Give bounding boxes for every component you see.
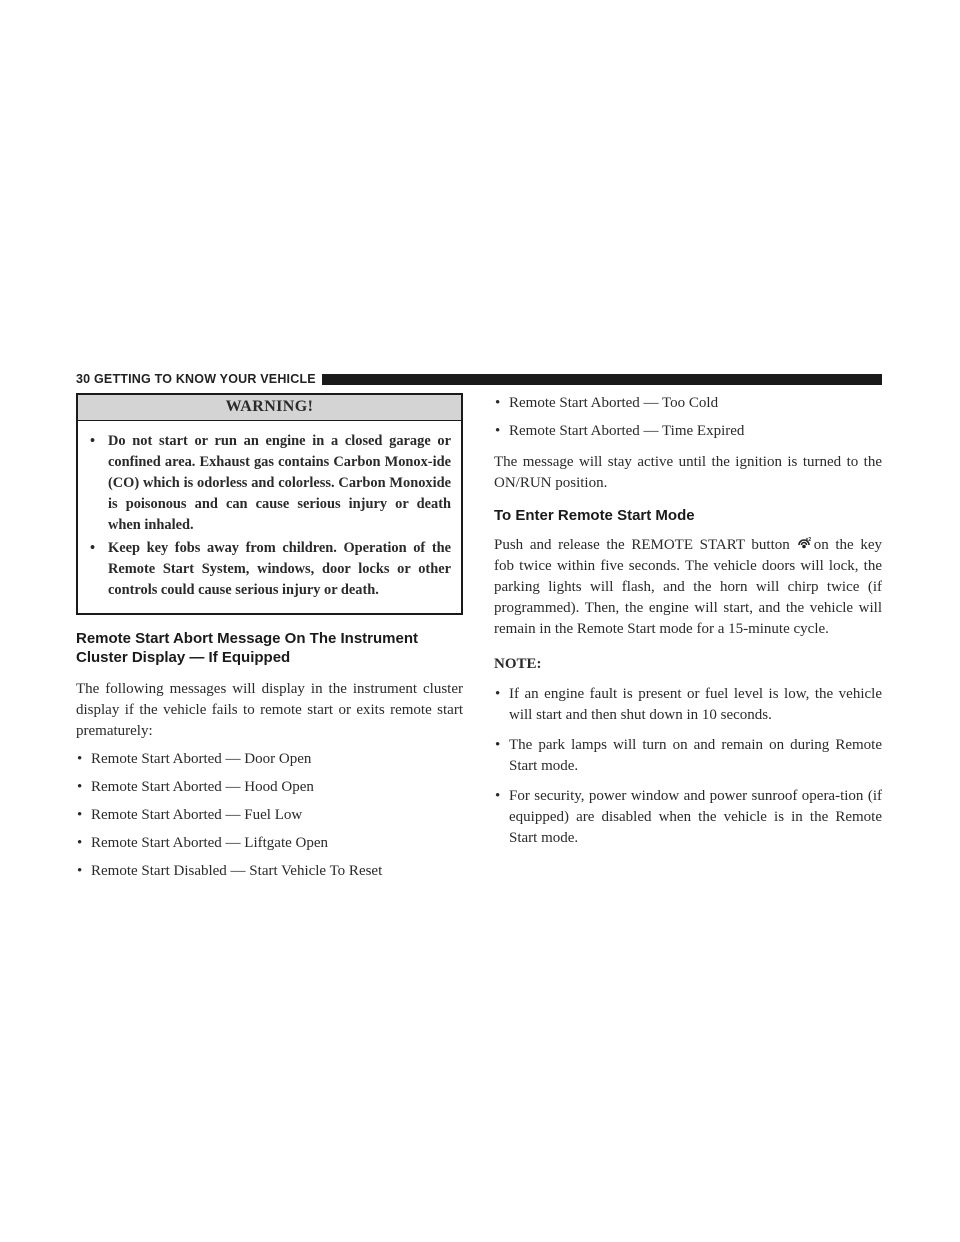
enter-remote-start-heading: To Enter Remote Start Mode bbox=[494, 507, 695, 524]
paragraph-text: Push and release the REMOTE START button bbox=[494, 537, 790, 553]
note-label: NOTE: bbox=[494, 656, 542, 672]
list-item: • Remote Start Aborted — Too Cold bbox=[494, 393, 882, 414]
list-item: • Remote Start Aborted — Liftgate Open bbox=[76, 833, 463, 854]
note-list bbox=[494, 684, 882, 849]
remote-start-icon bbox=[796, 536, 812, 550]
list-item: • For security, power window and power sunroof opera-tion (if equipped) are disabled when the vehicle is in the Remote Start mode. bbox=[494, 786, 882, 849]
list-item: • Remote Start Aborted — Hood Open bbox=[76, 777, 463, 798]
header-text bbox=[76, 372, 322, 386]
page-number: 30 bbox=[76, 372, 91, 386]
right-column bbox=[494, 393, 882, 849]
list-item: • Remote Start Aborted — Door Open bbox=[76, 749, 463, 770]
warning-body bbox=[78, 421, 461, 613]
abort-closing-paragraph: The message will stay active until the ignition is turned to the ON/RUN position. bbox=[494, 454, 882, 491]
header-rule bbox=[322, 374, 882, 385]
warning-title: WARNING! bbox=[78, 395, 461, 421]
abort-intro-paragraph: The following messages will display in the instrument cluster display if the vehicle fails to remote start or exits remote start prematurely: bbox=[76, 681, 463, 739]
enter-remote-start-paragraph bbox=[494, 535, 882, 640]
page-header bbox=[76, 371, 882, 387]
list-item: • Remote Start Aborted — Fuel Low bbox=[76, 805, 463, 826]
list-item: • If an engine fault is present or fuel level is low, the vehicle will start and then shut down in 10 seconds. bbox=[494, 684, 882, 726]
list-item: • The park lamps will turn on and remain on during Remote Start mode. bbox=[494, 735, 882, 777]
paragraph-text: on the key fob twice within five seconds. The vehicle doors will lock, the parking lights will flash, and the horn will chirp twice (if programmed). Then, the engine will start, and the vehicle will remain in the Remote Start mode for a 15-minute cycle. bbox=[494, 537, 882, 637]
warning-box bbox=[76, 393, 463, 615]
warning-bullet: • Keep key fobs away from children. Operation of the Remote Start System, windows, door locks or other controls could cause serious injury or death. bbox=[88, 538, 451, 601]
list-item: • Remote Start Disabled — Start Vehicle To Reset bbox=[76, 861, 463, 882]
list-item: • Remote Start Aborted — Time Expired bbox=[494, 421, 882, 442]
abort-message-list bbox=[76, 749, 463, 882]
svg-text:×2: ×2 bbox=[805, 537, 811, 543]
section-title: GETTING TO KNOW YOUR VEHICLE bbox=[94, 372, 316, 386]
abort-message-heading: Remote Start Abort Message On The Instrument Cluster Display — If Equipped bbox=[76, 630, 418, 666]
warning-bullet: • Do not start or run an engine in a closed garage or confined area. Exhaust gas contains Carbon Monox-ide (CO) which is odorless and colorless. Carbon Monoxide is poisonous and can cause serious injury or death when inhaled. bbox=[88, 431, 451, 536]
abort-message-list-continued bbox=[494, 393, 882, 442]
left-column bbox=[76, 393, 463, 882]
